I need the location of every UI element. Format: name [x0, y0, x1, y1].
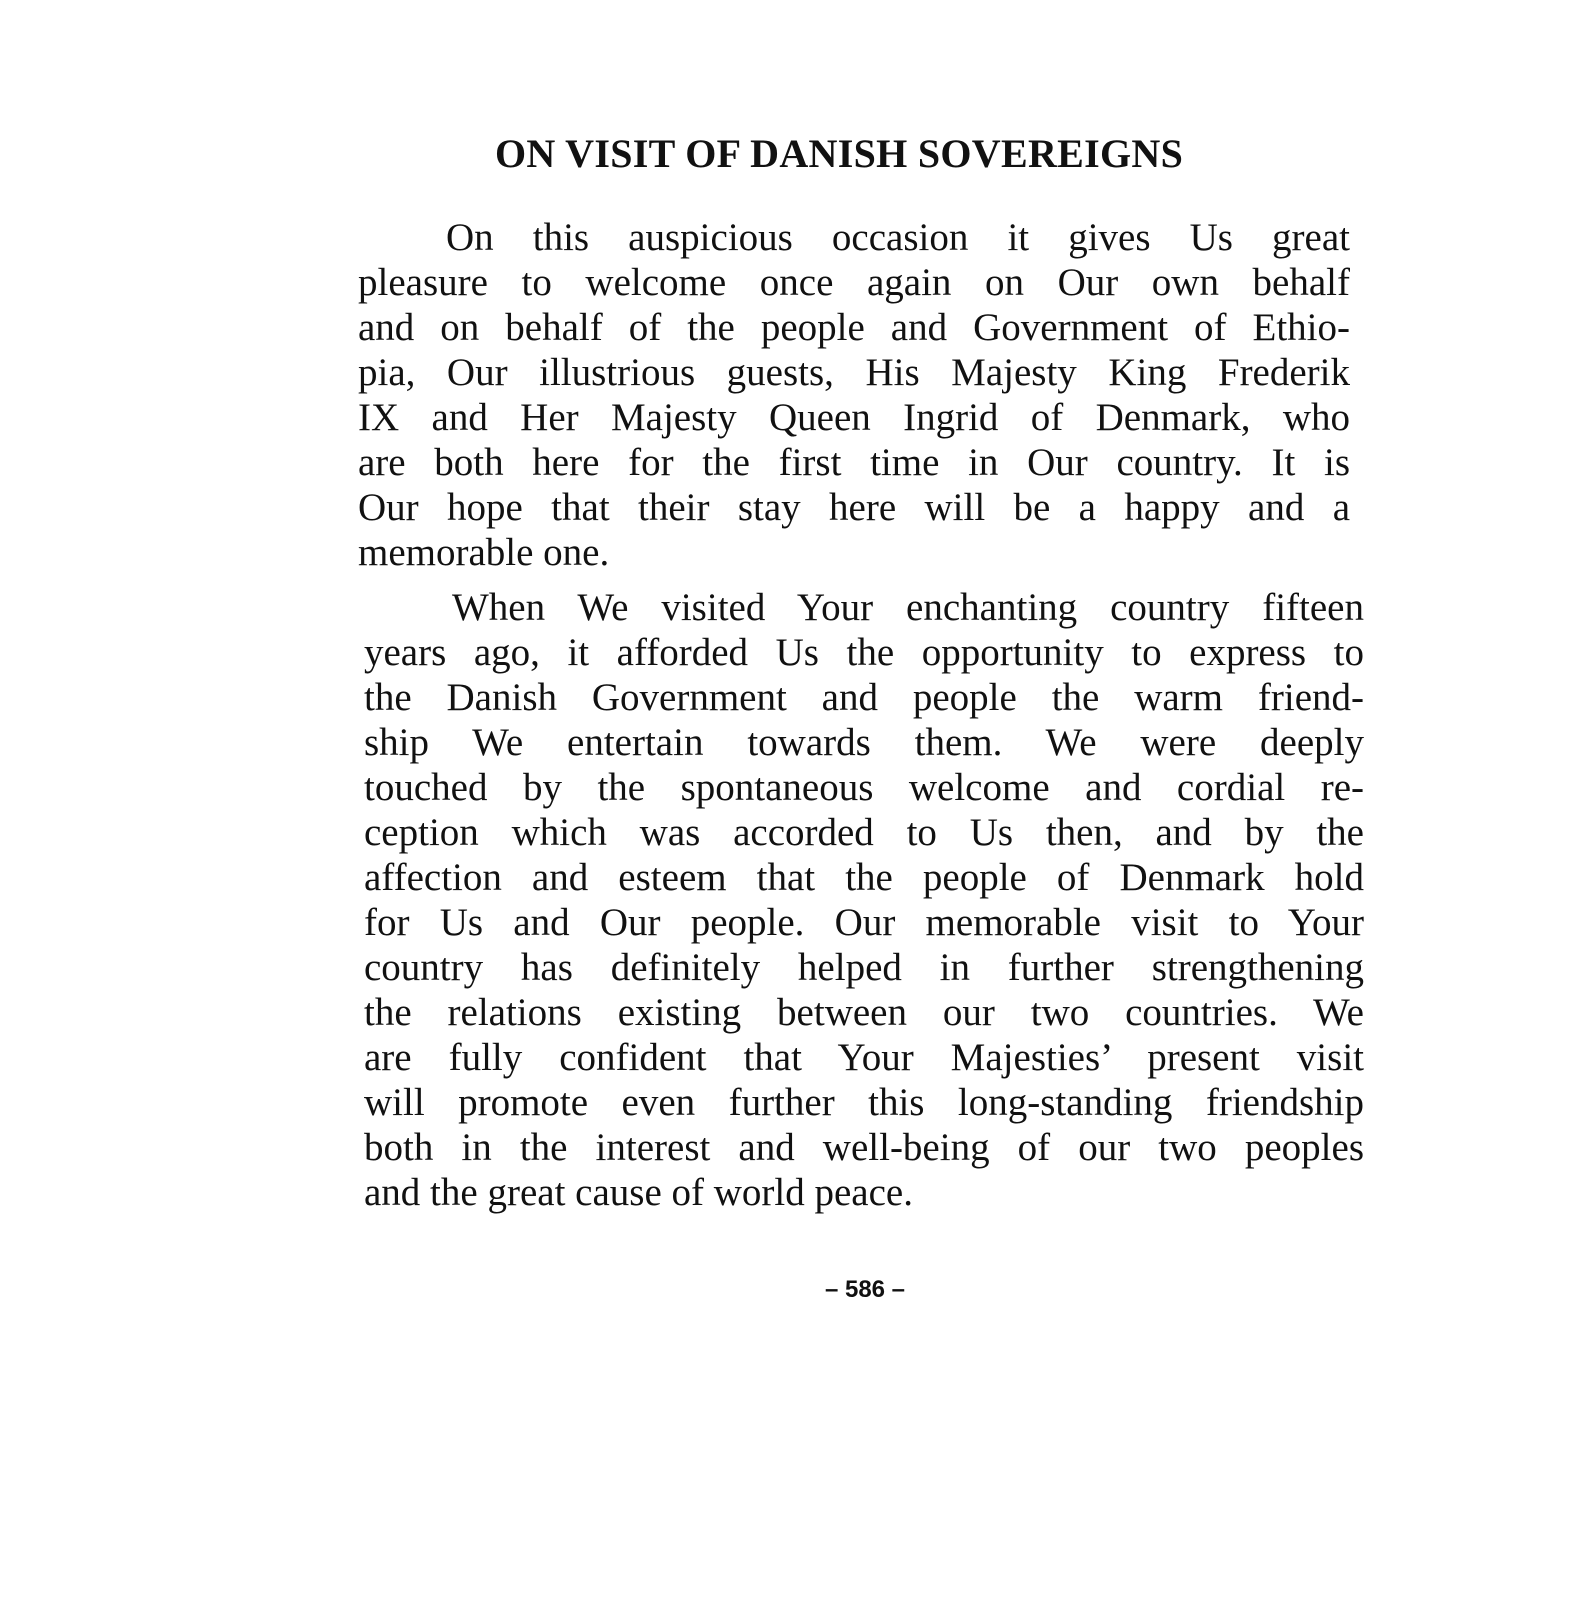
text-line: country has definitely helped in further strengthening [364, 946, 1364, 989]
text-line: will promote even further this long-standing friendship [364, 1081, 1364, 1124]
text-line: ship We entertain towards them. We were deeply [364, 721, 1364, 764]
text-line: memorable one. [358, 531, 610, 574]
text-line: and the great cause of world peace. [364, 1171, 913, 1214]
text-line: ception which was accorded to Us then, and by the [364, 811, 1364, 854]
text-line: are both here for the first time in Our country. It is [358, 441, 1350, 484]
text-line: for Us and Our people. Our memorable visit to Your [364, 901, 1364, 944]
text-line: both in the interest and well-being of our two peoples [364, 1126, 1364, 1169]
text-line: are fully confident that Your Majesties’ present visit [364, 1036, 1364, 1079]
text-line: When We visited Your enchanting country fifteen [452, 586, 1364, 629]
text-line: Our hope that their stay here will be a happy and a [358, 486, 1350, 529]
text-line: the relations existing between our two countries. We [364, 991, 1364, 1034]
text-line: pleasure to welcome once again on Our own behalf [358, 261, 1350, 304]
text-line: affection and esteem that the people of Denmark hold [364, 856, 1364, 899]
page-number: – 586 – [824, 1276, 906, 1303]
text-line: touched by the spontaneous welcome and cordial re- [364, 766, 1364, 809]
text-line: IX and Her Majesty Queen Ingrid of Denmark, who [358, 396, 1350, 439]
text-line: and on behalf of the people and Government of Ethio- [358, 306, 1350, 349]
text-line: pia, Our illustrious guests, His Majesty King Frederik [358, 351, 1350, 394]
text-line: years ago, it afforded Us the opportunity to express to [364, 631, 1364, 674]
text-line: the Danish Government and people the warm friend- [364, 676, 1364, 719]
page-title: ON VISIT OF DANISH SOVEREIGNS [495, 131, 1184, 176]
paragraph-2 [364, 585, 1364, 1215]
paragraph-1 [358, 215, 1350, 575]
text-line: On this auspicious occasion it gives Us great [446, 216, 1350, 259]
